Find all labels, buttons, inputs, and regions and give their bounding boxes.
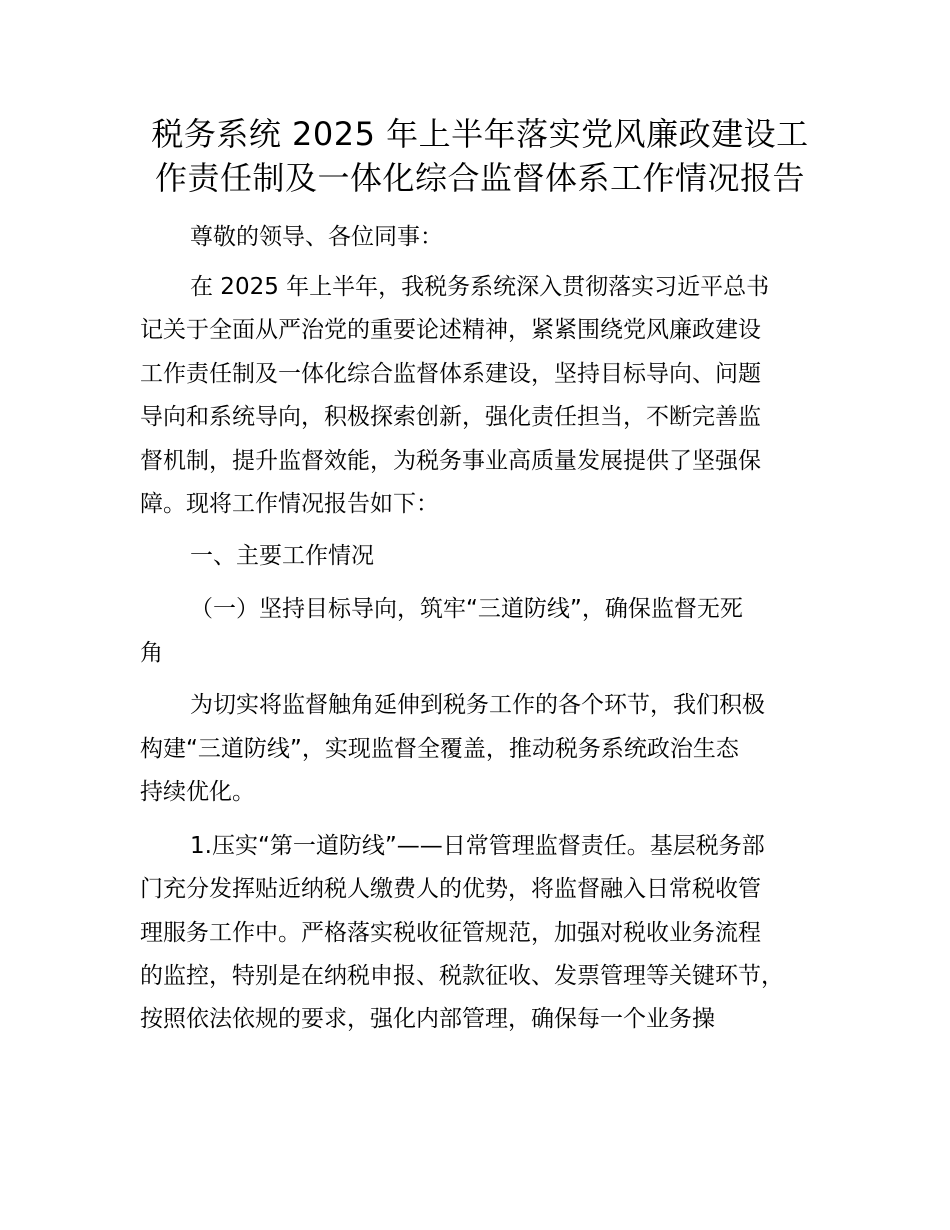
paragraph-line: 的监控，特别是在纳税申报、税款征收、发票管理等关键环节， — [140, 963, 784, 989]
document-title — [140, 112, 820, 200]
paragraph-line: 督机制，提升监督效能，为税务事业高质量发展提供了坚强保 — [140, 448, 761, 474]
paragraph-line: 导向和系统导向，积极探索创新，强化责任担当，不断完善监 — [140, 404, 761, 430]
paragraph-line: 按照依法依规的要求，强化内部管理，确保每一个业务操 — [140, 1006, 715, 1032]
title-line: 作责任制及一体化综合监督体系工作情况报告 — [154, 159, 805, 197]
paragraph-line: 构建“三道防线”，实现监督全覆盖，推动税务系统政治生态 — [140, 736, 739, 762]
paragraph-line: 障。现将工作情况报告如下： — [140, 491, 439, 517]
paragraph-line: 1.压实“第一道防线”——日常管理监督责任。基层税务部 — [190, 833, 765, 859]
paragraph-line: 理服务工作中。严格落实税收征管规范，加强对税收业务流程 — [140, 920, 761, 946]
paragraph-line: 工作责任制及一体化综合监督体系建设，坚持目标导向、问题 — [140, 361, 761, 387]
paragraph-line: 一、主要工作情况 — [190, 543, 374, 569]
paragraph-line: 角 — [140, 640, 163, 666]
paragraph-line: 在 2025 年上半年，我税务系统深入贯彻落实习近平总书 — [190, 274, 770, 300]
paragraph-line: 记关于全面从严治党的重要论述精神，紧紧围绕党风廉政建设 — [140, 317, 761, 343]
salutation: 尊敬的领导、各位同事： — [190, 224, 443, 250]
paragraph-line: 为切实将监督触角延伸到税务工作的各个环节，我们积极 — [190, 692, 765, 718]
paragraph-line: 门充分发挥贴近纳税人缴费人的优势，将监督融入日常税收管 — [140, 876, 761, 902]
paragraph-line: （一）坚持目标导向，筑牢“三道防线”，确保监督无死 — [190, 596, 743, 622]
title-line: 税务系统 2025 年上半年落实党风廉政建设工 — [151, 115, 809, 153]
paragraph-line: 持续优化。 — [140, 779, 255, 805]
